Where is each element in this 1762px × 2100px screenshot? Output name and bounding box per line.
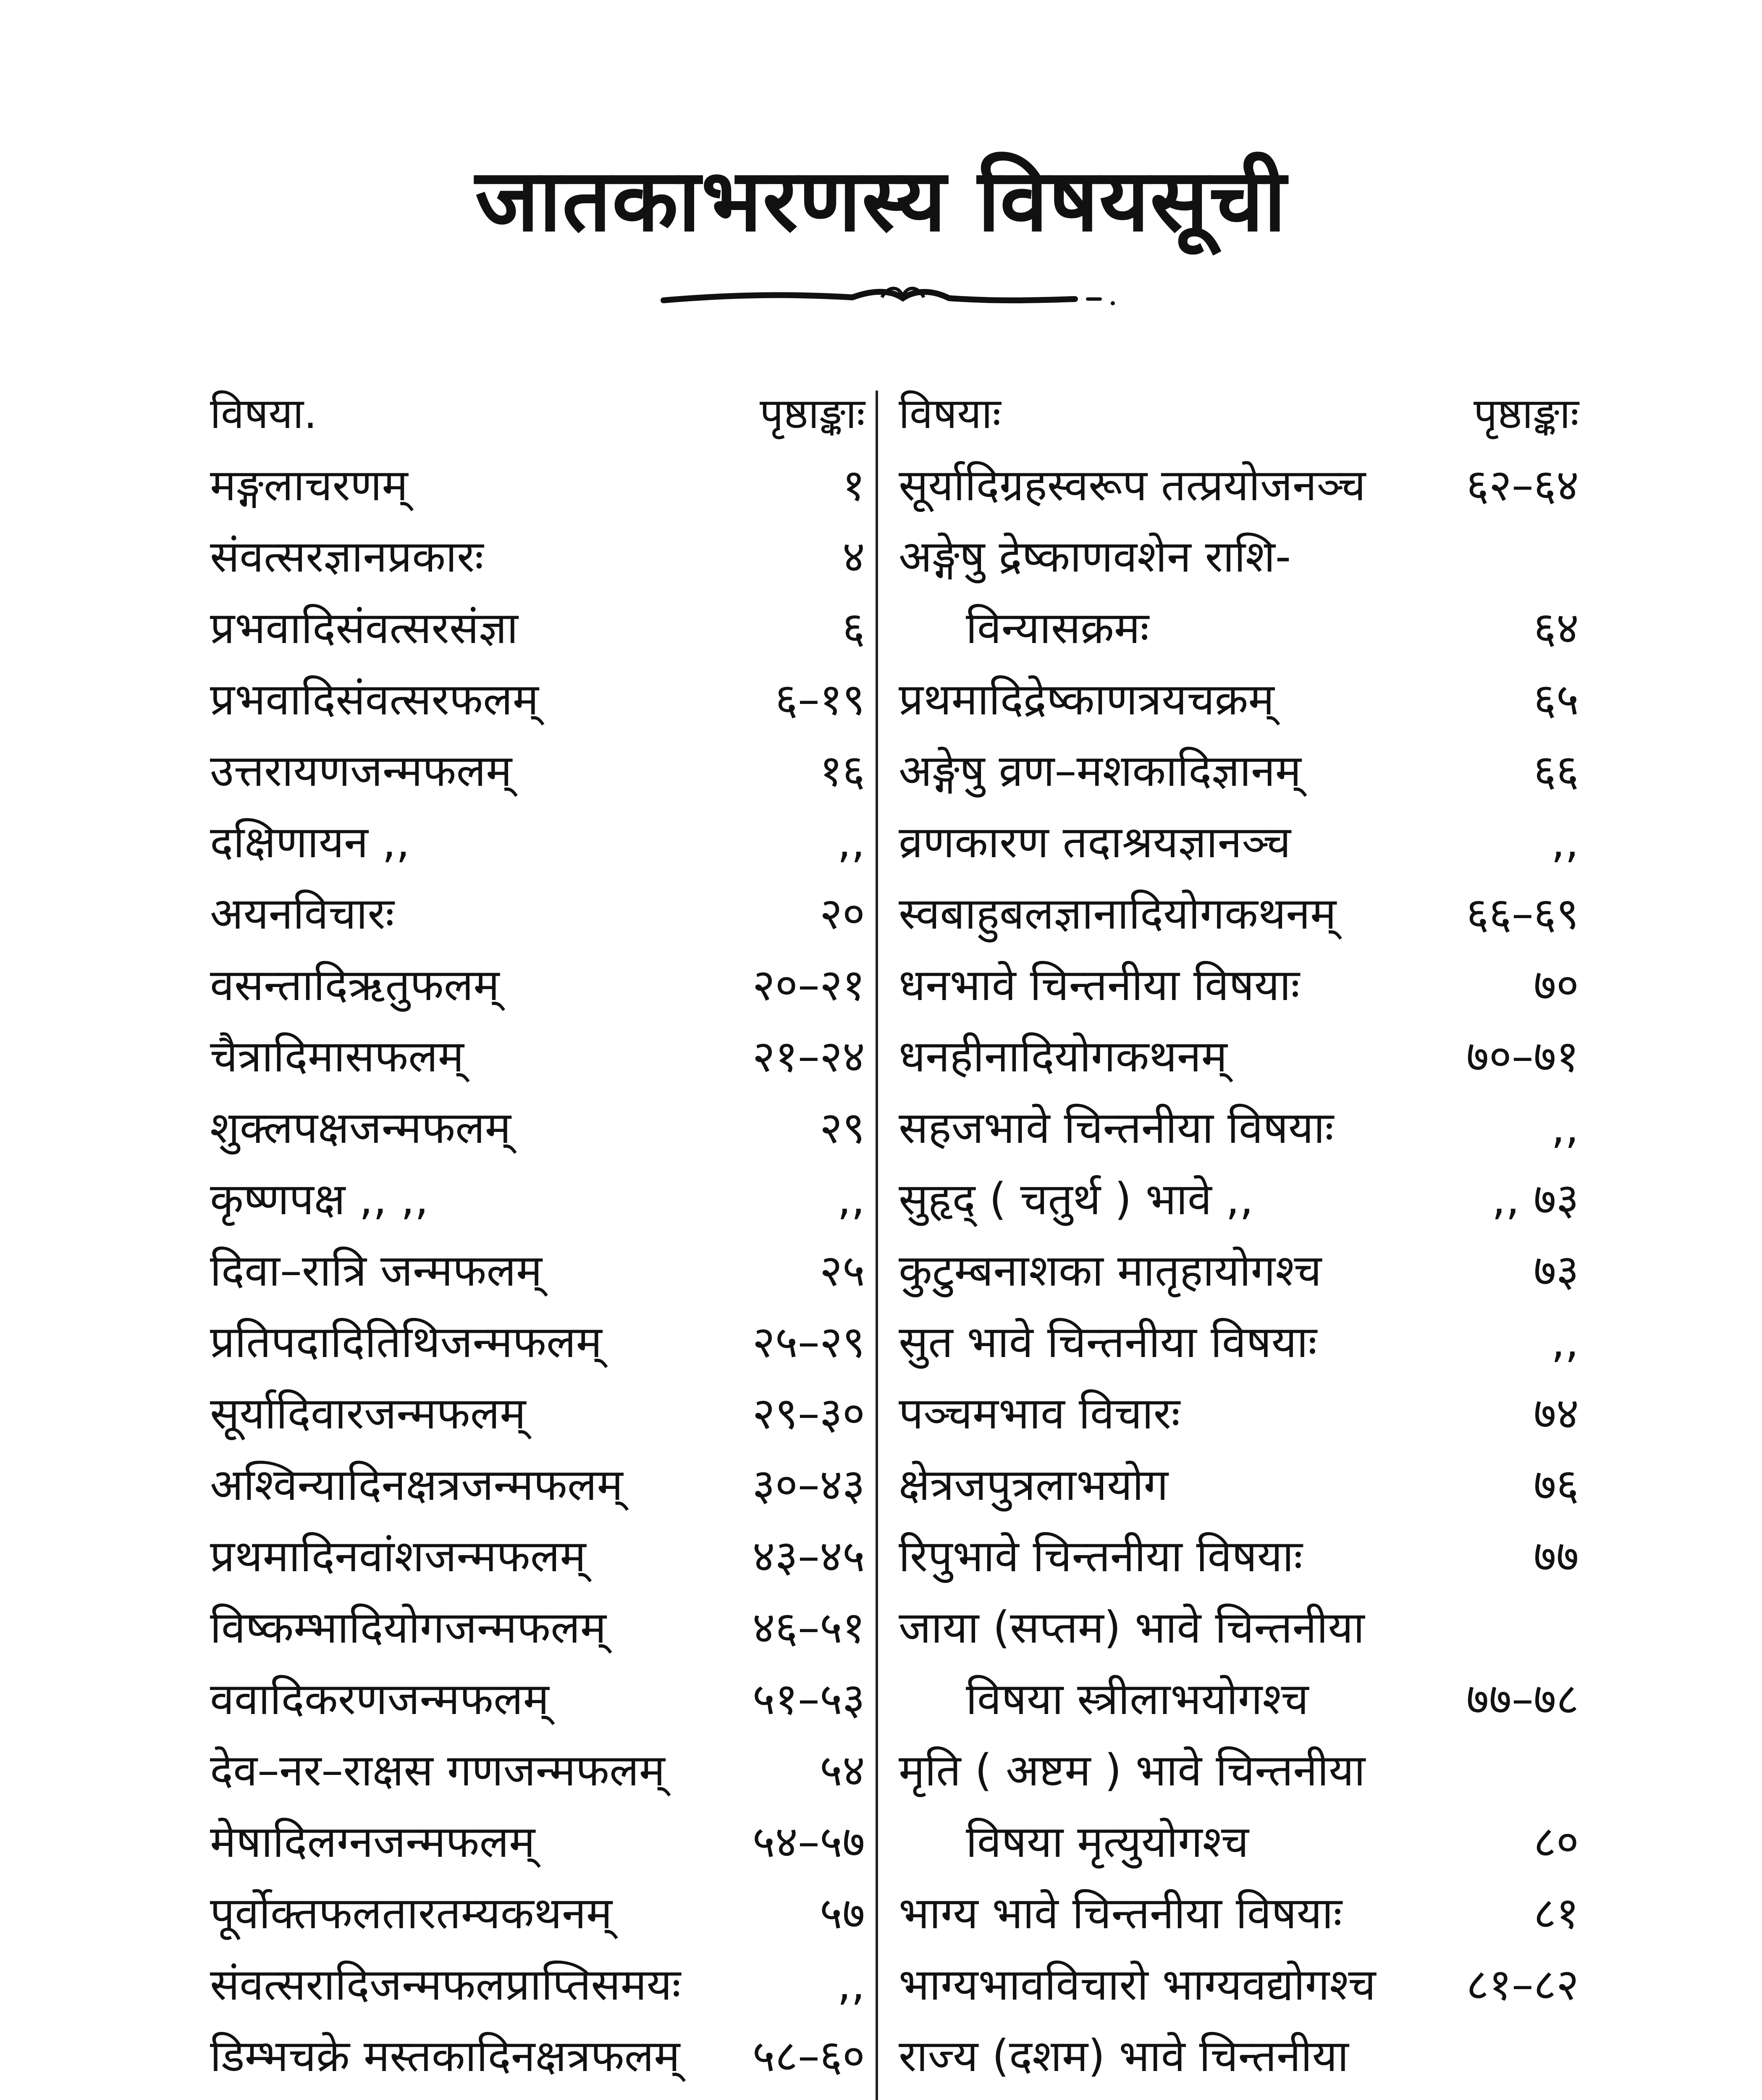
toc-page-number: ७६ bbox=[1533, 1459, 1579, 1510]
toc-page-number: ६ bbox=[842, 602, 865, 654]
toc-page-number: ६४ bbox=[1533, 602, 1579, 654]
toc-subject: विषया स्त्रीलाभयोगश्च bbox=[966, 1673, 1309, 1725]
toc-page-number: ८१–८२ bbox=[1466, 1959, 1579, 2010]
toc-row bbox=[899, 664, 1579, 735]
toc-row bbox=[210, 1877, 865, 1949]
toc-row bbox=[210, 664, 865, 735]
toc-page-number: ८० bbox=[1533, 1816, 1579, 1867]
toc-page-number: ४६–५१ bbox=[752, 1602, 865, 1653]
toc-row bbox=[210, 1235, 865, 1306]
toc-page-number: ५१–५३ bbox=[752, 1673, 865, 1725]
toc-subject bbox=[899, 2092, 1454, 2100]
toc-subject: कृष्णपक्ष ,, ,, bbox=[210, 1173, 429, 1225]
toc-page-number: ५४ bbox=[819, 1745, 865, 1796]
toc-row bbox=[899, 1806, 1579, 1877]
toc-subject: अश्विन्यादिनक्षत्रजन्मफलम् bbox=[210, 1459, 623, 1510]
toc-row bbox=[210, 1021, 865, 1092]
toc-page-number: ७७–७८ bbox=[1466, 1673, 1579, 1725]
toc-subject: राज्य (दशम) भावे चिन्तनीया bbox=[899, 2030, 1349, 2082]
toc-row bbox=[899, 1378, 1579, 1449]
toc-subject: धनभावे चिन्तनीया विषयाः bbox=[899, 959, 1300, 1011]
contents-left-column bbox=[210, 378, 865, 2100]
toc-row bbox=[210, 2020, 865, 2092]
toc-row bbox=[899, 1092, 1579, 1163]
toc-row bbox=[899, 949, 1579, 1021]
toc-subject: प्रथमादिद्रेष्काणत्रयचक्रम् bbox=[899, 674, 1274, 725]
toc-row bbox=[899, 1877, 1579, 1949]
toc-row bbox=[899, 1306, 1579, 1378]
toc-subject: सहजभावे चिन्तनीया विषयाः bbox=[899, 1102, 1334, 1153]
toc-page-number: ७४ bbox=[1533, 1388, 1579, 1439]
toc-row bbox=[899, 1235, 1579, 1306]
toc-subject: विन्यासक्रमः bbox=[966, 602, 1149, 654]
left-header-row bbox=[210, 378, 865, 449]
toc-page-number: ५७ bbox=[819, 1887, 865, 1939]
toc-row bbox=[899, 1592, 1579, 1663]
toc-subject: विषया मृत्युयोगश्च bbox=[966, 1816, 1249, 1867]
toc-page-number: ४३–४५ bbox=[752, 1530, 865, 1582]
toc-subject: सुत भावे चिन्तनीया विषयाः bbox=[899, 1316, 1317, 1368]
toc-page-number: ६२–६४ bbox=[1466, 459, 1579, 511]
toc-subject: संवत्सरादिजन्मफलप्राप्तिसमयः bbox=[210, 1959, 681, 2010]
toc-page-number: ,, ७३ bbox=[1492, 1173, 1579, 1225]
toc-row bbox=[210, 1449, 865, 1520]
toc-subject: वसन्तादिऋतुफलम् bbox=[210, 959, 500, 1011]
toc-subject: ववादिकरणजन्मफलम् bbox=[210, 1673, 549, 1725]
toc-page-number: ३०–४३ bbox=[752, 1459, 865, 1510]
toc-page-number: ६६–६९ bbox=[1466, 888, 1579, 939]
toc-row bbox=[210, 1163, 865, 1235]
toc-page-number: ,, bbox=[837, 816, 865, 868]
toc-subject bbox=[210, 2092, 807, 2100]
toc-subject: मृति ( अष्टम ) भावे चिन्तनीया bbox=[899, 1745, 1366, 1796]
toc-subject: उत्तरायणजन्मफलम् bbox=[210, 745, 512, 796]
toc-subject: पञ्चमभाव विचारः bbox=[899, 1388, 1180, 1439]
toc-subject: जाया (सप्तम) भावे चिन्तनीया bbox=[899, 1602, 1365, 1653]
toc-subject: सूर्यादिग्रहस्वरूप तत्प्रयोजनञ्च bbox=[899, 459, 1366, 511]
toc-subject: धनहीनादियोगकथनम् bbox=[899, 1031, 1227, 1082]
toc-page-number: ६–१९ bbox=[775, 674, 865, 725]
toc-row bbox=[210, 1520, 865, 1592]
toc-subject: सुहृद् ( चतुर्थ ) भावे ,, bbox=[899, 1173, 1253, 1225]
toc-row bbox=[210, 1949, 865, 2020]
toc-row bbox=[210, 1378, 865, 1449]
toc-subject: रिपुभावे चिन्तनीया विषयाः bbox=[899, 1530, 1303, 1582]
toc-subject: दिवा–रात्रि जन्मफलम् bbox=[210, 1245, 543, 1296]
toc-page-number: २१–२४ bbox=[752, 1031, 865, 1082]
toc-row bbox=[899, 1949, 1579, 2020]
contents-right-column bbox=[899, 378, 1579, 2100]
toc-subject: विष्कम्भादियोगजन्मफलम् bbox=[210, 1602, 606, 1653]
toc-page-number: ४ bbox=[842, 531, 865, 582]
toc-page-number bbox=[1454, 2092, 1579, 2100]
toc-subject: प्रथमादिनवांशजन्मफलम् bbox=[210, 1530, 586, 1582]
toc-subject: क्षेत्रजपुत्रलाभयोग bbox=[899, 1459, 1168, 1510]
left-page-header: पृष्ठाङ्काः bbox=[760, 389, 865, 438]
toc-page-number: ७३ bbox=[1533, 1245, 1579, 1296]
toc-page-number: ५८–६० bbox=[752, 2030, 865, 2082]
toc-page-number: २९–३० bbox=[752, 1388, 865, 1439]
toc-row bbox=[899, 1021, 1579, 1092]
toc-subject: व्रणकारण तदाश्रयज्ञानञ्च bbox=[899, 816, 1291, 868]
toc-row bbox=[899, 1449, 1579, 1520]
toc-row bbox=[210, 1806, 865, 1877]
toc-subject: भाग्यभावविचारो भाग्यवद्योगश्च bbox=[899, 1959, 1376, 2010]
right-page-header: पृष्ठाङ्काः bbox=[1474, 389, 1579, 438]
toc-page-number: ,, bbox=[1551, 1316, 1579, 1368]
toc-subject: चैत्रादिमासफलम् bbox=[210, 1031, 464, 1082]
toc-row bbox=[899, 1520, 1579, 1592]
toc-subject: अङ्गेषु द्रेष्काणवशेन राशि- bbox=[899, 531, 1291, 582]
toc-subject: अयनविचारः bbox=[210, 888, 394, 939]
toc-page-number: ७७ bbox=[1533, 1530, 1579, 1582]
toc-page-number: ,, bbox=[1551, 1102, 1579, 1153]
toc-page-number: ,, bbox=[1551, 816, 1579, 868]
toc-subject: शुक्लपक्षजन्मफलम् bbox=[210, 1102, 511, 1153]
toc-row bbox=[899, 592, 1579, 664]
toc-page-number: ,, bbox=[837, 1173, 865, 1225]
toc-row bbox=[899, 521, 1579, 592]
left-subject-header: विषया. bbox=[210, 389, 317, 438]
toc-page-number: ६६ bbox=[1533, 745, 1579, 796]
toc-row bbox=[899, 1663, 1579, 1735]
toc-subject: अङ्गेषु व्रण–मशकादिज्ञानम् bbox=[899, 745, 1301, 796]
toc-row bbox=[210, 949, 865, 1021]
toc-subject: स्वबाहुबलज्ञानादियोगकथनम् bbox=[899, 888, 1337, 939]
right-subject-header: विषयाः bbox=[899, 389, 1001, 438]
toc-page-number: ५४–५७ bbox=[752, 1816, 865, 1867]
toc-page-number: ७०–७१ bbox=[1466, 1031, 1579, 1082]
toc-subject: मङ्गलाचरणम् bbox=[210, 459, 408, 511]
toc-subject: सूर्यादिवारजन्मफलम् bbox=[210, 1388, 526, 1439]
toc-row bbox=[210, 449, 865, 521]
toc-row bbox=[210, 1735, 865, 1806]
toc-page-number: २५–२९ bbox=[752, 1316, 865, 1368]
column-divider bbox=[876, 391, 878, 2100]
toc-page-number: २०–२१ bbox=[752, 959, 865, 1011]
toc-row bbox=[210, 878, 865, 949]
toc-subject: प्रभवादिसंवत्सरसंज्ञा bbox=[210, 602, 518, 654]
toc-row bbox=[899, 449, 1579, 521]
toc-page-number: ,, bbox=[837, 1959, 865, 2010]
toc-subject: भाग्य भावे चिन्तनीया विषयाः bbox=[899, 1887, 1342, 1939]
toc-row bbox=[899, 806, 1579, 878]
toc-page-number: २० bbox=[819, 888, 865, 939]
toc-row bbox=[210, 1592, 865, 1663]
toc-subject: दक्षिणायन ,, bbox=[210, 816, 410, 868]
toc-row bbox=[210, 1306, 865, 1378]
toc-row bbox=[899, 2092, 1579, 2100]
toc-row bbox=[210, 2092, 865, 2100]
toc-subject: संवत्सरज्ञानप्रकारः bbox=[210, 531, 484, 582]
toc-row bbox=[899, 735, 1579, 806]
toc-subject: प्रभवादिसंवत्सरफलम् bbox=[210, 674, 539, 725]
toc-row bbox=[899, 878, 1579, 949]
toc-row bbox=[899, 2020, 1579, 2092]
toc-page-number: २५ bbox=[819, 1245, 865, 1296]
toc-subject: डिम्भचक्रे मस्तकादिनक्षत्रफलम् bbox=[210, 2030, 680, 2082]
toc-row bbox=[210, 806, 865, 878]
toc-subject: देव–नर–राक्षस गणजन्मफलम् bbox=[210, 1745, 665, 1796]
toc-row bbox=[899, 1735, 1579, 1806]
toc-row bbox=[210, 735, 865, 806]
toc-row bbox=[210, 592, 865, 664]
toc-page-number: २९ bbox=[819, 1102, 865, 1153]
toc-row bbox=[210, 1663, 865, 1735]
toc-subject: प्रतिपदादितिथिजन्मफलम् bbox=[210, 1316, 602, 1368]
page-title: जातकाभरणस्य विषयसूची bbox=[475, 151, 1287, 251]
toc-subject: कुटुम्बनाशका मातृहायोगश्च bbox=[899, 1245, 1322, 1296]
toc-row bbox=[210, 521, 865, 592]
toc-row bbox=[899, 1163, 1579, 1235]
right-header-row bbox=[899, 378, 1579, 449]
toc-page-number: ८१ bbox=[1533, 1887, 1579, 1939]
decorative-rule bbox=[655, 277, 1121, 319]
toc-page-number: ७० bbox=[1533, 959, 1579, 1011]
toc-subject: पूर्वोक्तफलतारतम्यकथनम् bbox=[210, 1887, 612, 1939]
toc-row bbox=[210, 1092, 865, 1163]
toc-page-number: ६५ bbox=[1533, 674, 1579, 725]
toc-page-number: १ bbox=[842, 459, 865, 511]
toc-page-number bbox=[807, 2092, 865, 2100]
toc-page-number: १६ bbox=[819, 745, 865, 796]
toc-subject: मेषादिलग्नजन्मफलम् bbox=[210, 1816, 535, 1867]
